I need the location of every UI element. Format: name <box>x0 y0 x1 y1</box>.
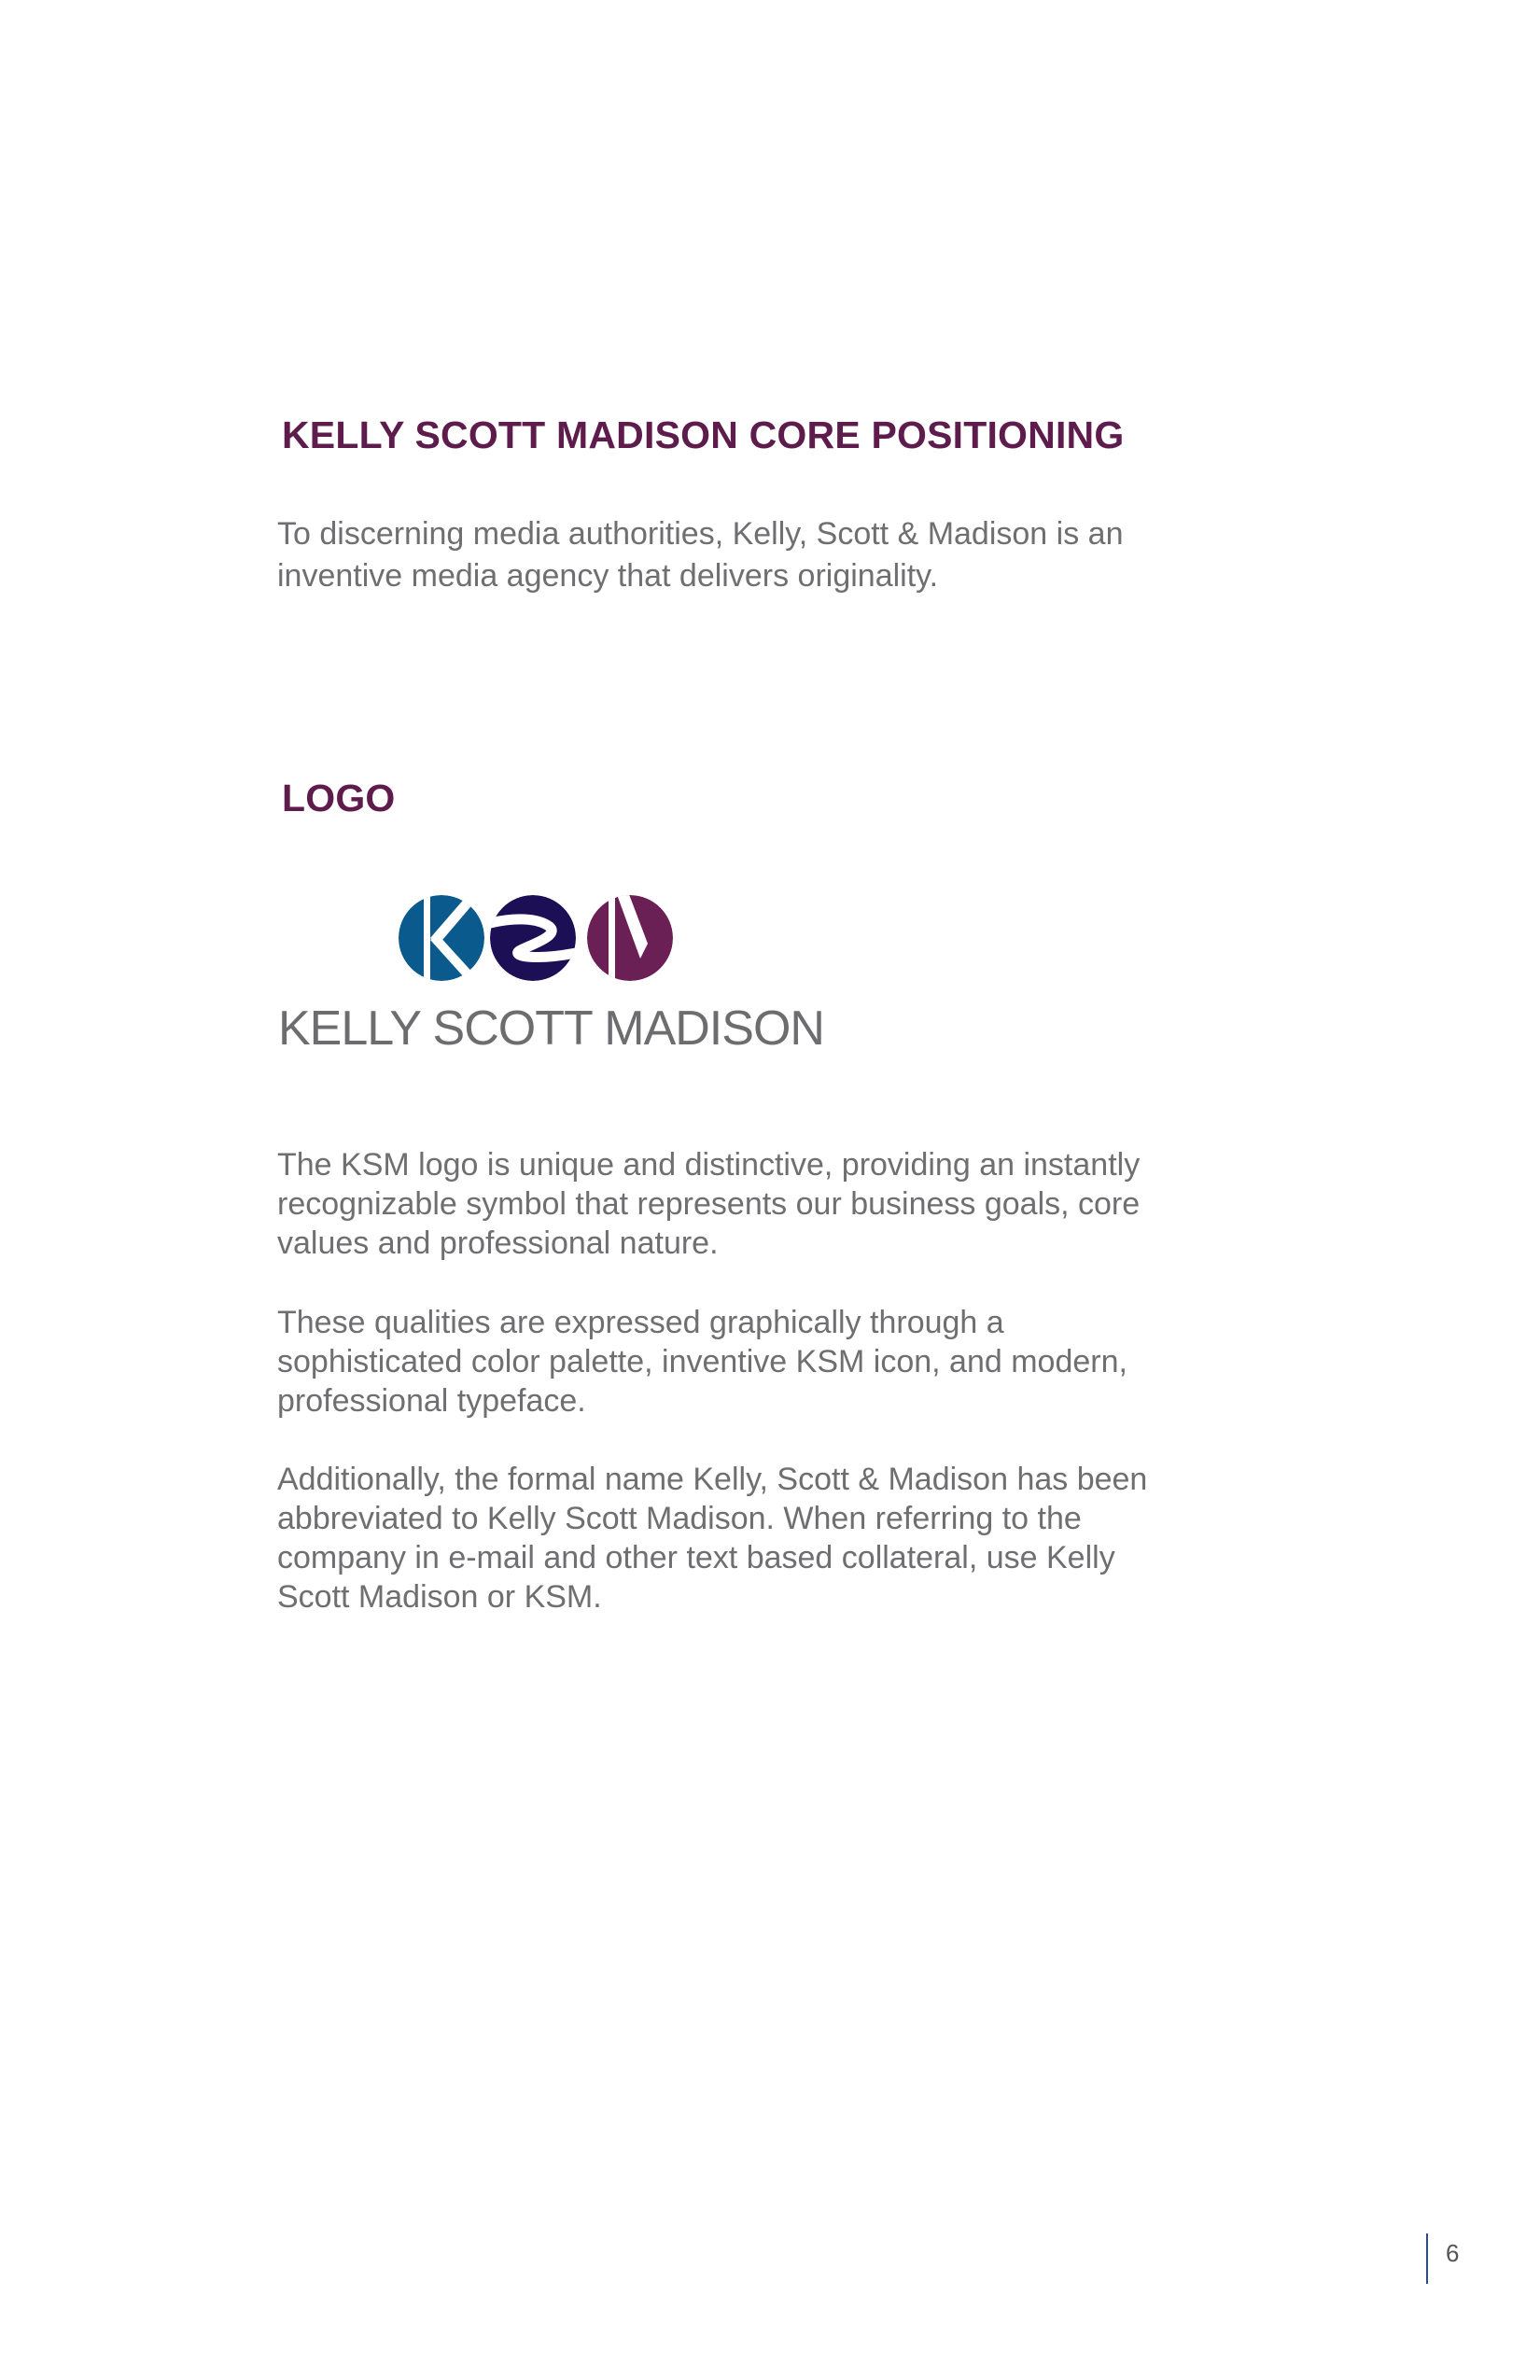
page-number: 6 <box>1446 2239 1460 2267</box>
logo-k-disc <box>399 889 485 987</box>
ksm-logo <box>278 887 838 1064</box>
ksm-monogram-icon <box>398 889 696 987</box>
core-positioning-heading: KELLY SCOTT MADISON CORE POSITIONING <box>282 413 1125 456</box>
logo-s-disc <box>490 895 576 981</box>
logo-paragraph-2: These qualities are expressed graphically through a sophisticated color palette, inventive KSM icon, and modern, professional typeface. <box>277 1305 1127 1419</box>
logo-wordmark: KELLY SCOTT MADISON <box>278 1001 824 1056</box>
page-number-divider <box>1426 2233 1428 2284</box>
logo-heading: LOGO <box>282 777 396 819</box>
logo-paragraph-1: The KSM logo is unique and distinctive, providing an instantly recognizable symbol that represents our business goals, core values and professional nature. <box>277 1147 1141 1261</box>
logo-m-disc <box>587 889 673 987</box>
logo-paragraph-3: Additionally, the formal name Kelly, Scott & Madison has been abbreviated to Kelly Scott Madison. When referring to the company in e-mail and other text based collateral, use Kelly Scott Madison or KSM. <box>277 1462 1148 1615</box>
core-positioning-statement: To discerning media authorities, Kelly, Scott & Madison is an inventive media agency that delivers originality. <box>277 516 1124 594</box>
